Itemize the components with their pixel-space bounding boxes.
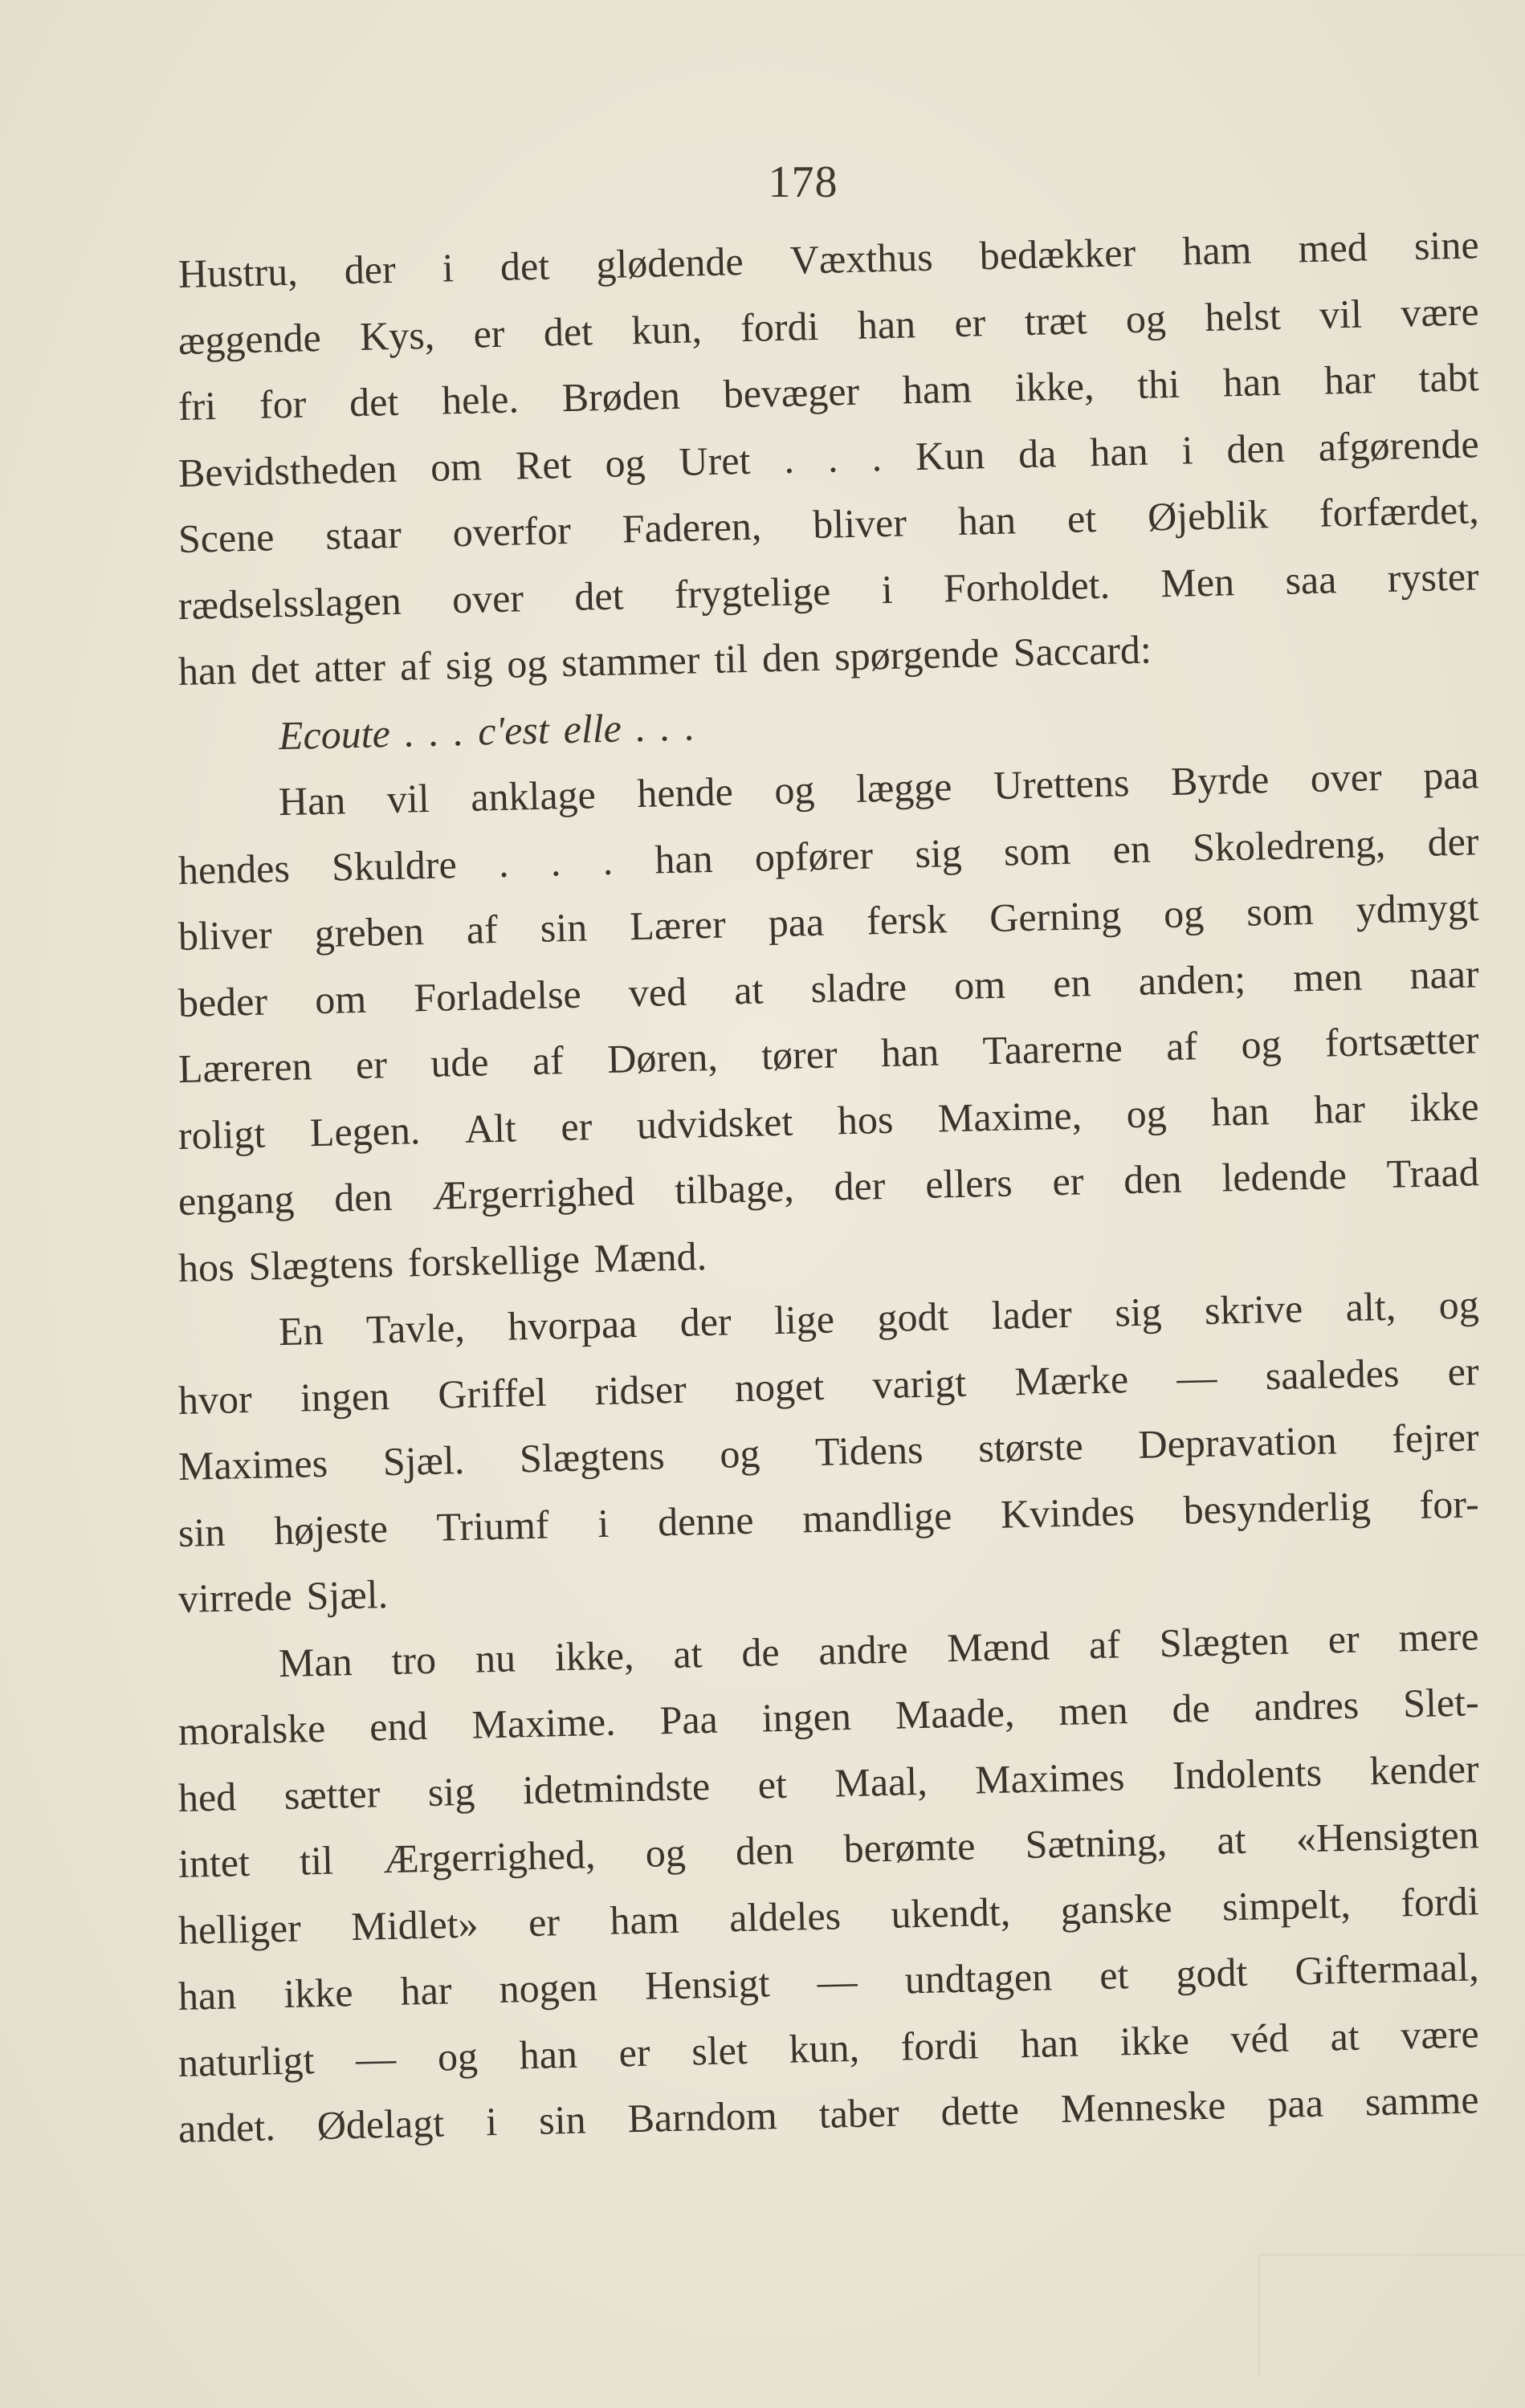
word: Paa [659, 1696, 719, 1743]
word: . [659, 703, 671, 749]
word: der [833, 1163, 887, 1209]
word: En [278, 1307, 324, 1355]
word: og [1163, 890, 1205, 937]
word: er [1327, 1616, 1360, 1662]
word: den [1225, 425, 1286, 471]
word: Giftermaal, [1294, 1944, 1480, 1994]
word: det [250, 646, 300, 692]
word: som [1246, 887, 1315, 935]
word: er [560, 1102, 593, 1149]
word: for [259, 381, 307, 427]
word: og [1125, 295, 1167, 341]
word: Man [278, 1638, 353, 1685]
word: fordi [740, 303, 820, 350]
word: Skuldre [331, 841, 458, 890]
word: han [880, 1029, 940, 1076]
word: Maal, [834, 1758, 928, 1805]
word: Maade, [895, 1689, 1015, 1738]
word: Hustru, [177, 248, 299, 296]
word: fordi [1400, 1877, 1480, 1925]
word: har [1323, 357, 1376, 403]
word: Mænd. [593, 1233, 707, 1281]
word: nogen [498, 1964, 598, 2011]
word: sætter [283, 1770, 381, 1818]
word: skrive [1204, 1285, 1303, 1333]
word: at [672, 1630, 703, 1677]
word: helliger [177, 1905, 302, 1953]
word: og [719, 1430, 760, 1477]
word: ellers [924, 1159, 1013, 1207]
word: intet [177, 1839, 251, 1886]
word: af [466, 906, 499, 952]
word: kun, [630, 305, 703, 352]
word: undtagen [904, 1954, 1053, 2003]
word: hvorpaa [507, 1301, 638, 1349]
word: Midlet» [350, 1901, 479, 1949]
word: Indolents [1172, 1749, 1323, 1798]
word: taber [818, 2089, 900, 2137]
word: — [816, 1958, 858, 2004]
word: om [953, 961, 1006, 1008]
word: paa [1266, 2080, 1324, 2127]
word: kender [1368, 1745, 1480, 1793]
word: Væxthus [789, 234, 934, 283]
word: han [177, 1972, 237, 2019]
word: Øjeblik [1147, 491, 1269, 540]
word: han [857, 300, 916, 348]
page-number: 178 [768, 157, 838, 207]
word: æggende [177, 314, 322, 363]
word: han [1222, 358, 1282, 405]
word: véd [1229, 2015, 1290, 2061]
word: Sætning, [1025, 1819, 1168, 1868]
word: har [399, 1967, 453, 2014]
word: er [355, 1041, 388, 1087]
word: af [1165, 1023, 1198, 1070]
word: helst [1204, 292, 1282, 340]
word: sladre [809, 963, 907, 1011]
paper-corner-mark [1258, 2254, 1525, 2376]
word: Forholdet. [943, 561, 1111, 610]
word: Legen. [309, 1106, 421, 1155]
word: opfører [754, 831, 874, 880]
word: end [369, 1702, 429, 1750]
word: være [1400, 2010, 1480, 2057]
word: tilbage, [674, 1164, 795, 1212]
word: vil [1319, 291, 1363, 337]
word: der [344, 246, 397, 293]
word: Depravation [1137, 1417, 1338, 1467]
word: Maximes [974, 1753, 1125, 1802]
word: det [543, 308, 593, 355]
word: Ærgerrighed, [382, 1831, 597, 1882]
word: . [601, 837, 614, 883]
word: fordi [900, 2021, 980, 2069]
word: Mærke [1013, 1355, 1129, 1404]
word: Gerning [989, 892, 1122, 941]
word: højeste [273, 1505, 389, 1553]
word: noget [734, 1363, 825, 1410]
word: alt, [1345, 1283, 1397, 1330]
word: Maximes [177, 1440, 328, 1489]
word: virrede [177, 1573, 293, 1621]
word: Bevidstheden [177, 445, 398, 495]
word: Barndom [626, 2092, 778, 2141]
word: ham [609, 1896, 680, 1943]
word: han [1020, 2019, 1079, 2066]
word: Tidens [814, 1426, 924, 1474]
word: c'est [477, 707, 550, 754]
word: idetmindste [522, 1762, 711, 1812]
word: Skoledreng, [1192, 820, 1386, 870]
word: anklage [470, 772, 597, 820]
word: Ret [515, 441, 573, 487]
word: det [573, 572, 625, 619]
word: er [528, 1898, 561, 1945]
word: et [1099, 1952, 1129, 1998]
word: Scene [177, 514, 275, 561]
word: og [1125, 1090, 1168, 1136]
word: og [506, 640, 548, 687]
word: men [1292, 953, 1363, 1000]
word: han [957, 497, 1017, 544]
word: mandlige [801, 1492, 952, 1541]
word: Sjæl. [305, 1571, 389, 1619]
word: . [871, 434, 883, 479]
word: slet [691, 2027, 748, 2073]
word: Triumf [435, 1501, 550, 1550]
word: hos [177, 1243, 235, 1290]
word: forskellige [407, 1236, 581, 1285]
word: lige [773, 1296, 835, 1343]
word: og [1437, 1281, 1480, 1328]
word: de [1171, 1685, 1211, 1731]
word: sig [427, 1768, 475, 1815]
word: en [1052, 959, 1092, 1005]
word: ingen [300, 1372, 390, 1420]
word: hed [177, 1773, 237, 1820]
word: af [1088, 1620, 1121, 1667]
word: . [635, 704, 646, 750]
word: ikke, [554, 1632, 635, 1679]
word: besynderlig [1182, 1482, 1372, 1533]
word: godt [1175, 1949, 1248, 1996]
word: til [299, 1837, 334, 1884]
word: forfærdet, [1319, 487, 1480, 536]
word: moralske [177, 1705, 326, 1754]
word: saaledes [1265, 1350, 1400, 1398]
word: nu [475, 1634, 516, 1681]
word: sin [177, 1509, 226, 1555]
word: hende [636, 768, 734, 817]
word: Urettens [993, 760, 1130, 808]
word: denne [657, 1497, 755, 1544]
word: aldeles [728, 1892, 842, 1940]
word: Traad [1386, 1149, 1480, 1196]
word: afgørende [1318, 420, 1480, 470]
word: af [532, 1037, 565, 1083]
word: det [349, 378, 399, 426]
word: tro [390, 1636, 437, 1683]
word: staar [324, 511, 402, 558]
word: naar [1409, 950, 1480, 997]
word: Hensigt [644, 1960, 771, 2008]
word: ham [902, 365, 972, 413]
word: er [472, 310, 506, 357]
word: i [442, 245, 455, 291]
word: samme [1364, 2076, 1480, 2125]
word: et [757, 1761, 788, 1807]
word: Kun [915, 431, 985, 479]
word: engang [177, 1175, 295, 1224]
word: er [1447, 1347, 1480, 1394]
word: ydmygt [1356, 884, 1480, 932]
word: ryster [1387, 552, 1480, 601]
word: ude [430, 1039, 490, 1086]
word: mere [1397, 1612, 1480, 1660]
word: om [430, 442, 483, 490]
word: og [773, 767, 815, 813]
word: Forladelse [413, 971, 582, 1020]
word: Maxime, [937, 1091, 1083, 1141]
word: beder [177, 977, 268, 1025]
word: thi [1136, 361, 1180, 407]
word: stammer [561, 637, 700, 686]
word: af [399, 642, 432, 689]
word: berømte [842, 1823, 976, 1872]
word: Læreren [177, 1043, 313, 1091]
word: fejrer [1391, 1414, 1480, 1461]
word: — [1176, 1354, 1218, 1400]
word: ridser [594, 1366, 687, 1413]
word: frygtelige [674, 568, 831, 617]
word: den [761, 634, 821, 681]
word: og [645, 1829, 687, 1876]
word: Taarerne [982, 1025, 1123, 1074]
word: sine [1413, 222, 1480, 269]
word: saa [1284, 556, 1337, 603]
word: kun, [788, 2024, 860, 2072]
word: ukendt, [890, 1888, 1011, 1937]
word: og [437, 2033, 479, 2080]
word: være [1400, 287, 1480, 335]
word: bevæger [723, 368, 860, 417]
word: lader [991, 1290, 1073, 1338]
word: varigt [871, 1359, 967, 1407]
word: sig [445, 642, 493, 688]
word: rædselsslagen [177, 577, 402, 628]
word: i [485, 2098, 498, 2145]
word: er [1051, 1158, 1084, 1204]
word: sin [538, 2096, 587, 2143]
word: hendes [177, 845, 291, 893]
word: atter [313, 644, 386, 691]
word: som [1003, 827, 1071, 874]
word: han [1210, 1087, 1270, 1135]
word: om [314, 976, 367, 1022]
word: Sjæl. [382, 1436, 465, 1485]
word: godt [876, 1294, 949, 1341]
word: greben [314, 908, 425, 956]
word: fortsætter [1324, 1017, 1480, 1065]
word: de [740, 1628, 781, 1675]
word: han [177, 647, 237, 694]
word: sig [1114, 1289, 1163, 1335]
word: . [827, 434, 839, 481]
word: han [654, 835, 714, 882]
word: og [1240, 1021, 1282, 1067]
word: tører [760, 1031, 838, 1078]
word: . [404, 709, 415, 756]
word: han [519, 2031, 578, 2077]
word: naturligt [177, 2036, 316, 2085]
word: udvidsket [636, 1098, 793, 1147]
word: vil [386, 775, 430, 822]
word: bliver [177, 911, 273, 959]
word: en [1111, 825, 1152, 872]
word: da [1017, 430, 1057, 476]
word: paa [768, 898, 825, 946]
word: den [333, 1173, 393, 1220]
word: ledende [1221, 1151, 1348, 1200]
word: Maxime. [471, 1698, 617, 1747]
word: tabt [1417, 354, 1480, 401]
word: der [679, 1298, 732, 1345]
word: Men [1160, 558, 1235, 605]
word: et [1066, 495, 1097, 541]
word: Slægten [1159, 1617, 1290, 1665]
word: Slet- [1402, 1679, 1480, 1726]
word: største [977, 1423, 1084, 1471]
word: . [550, 838, 561, 884]
word: Kvindes [1000, 1488, 1136, 1537]
word: ham [1181, 226, 1253, 274]
word: at [733, 966, 764, 1013]
word: . [453, 708, 464, 754]
word: Slægtens [519, 1432, 666, 1481]
word: i [881, 566, 894, 612]
word: Slægtens [247, 1240, 394, 1289]
word: hvor [177, 1375, 253, 1423]
word: over [1310, 753, 1383, 801]
word: at [1216, 1816, 1247, 1863]
word: den [1123, 1155, 1183, 1203]
word: træt [1024, 296, 1088, 344]
word: fersk [866, 896, 948, 943]
word: Ærgerrighed [431, 1168, 635, 1218]
word: . [783, 436, 795, 482]
word: paa [1422, 752, 1480, 798]
word: sig [914, 829, 963, 876]
word: spørgende [834, 630, 1000, 679]
word: hos [837, 1096, 894, 1143]
word: men [1058, 1687, 1129, 1734]
word: Faderen, [622, 503, 762, 552]
word: overfor [452, 507, 572, 556]
word: . [684, 703, 695, 749]
word: dette [940, 2087, 1020, 2134]
word: for- [1419, 1480, 1480, 1527]
word: andre [818, 1625, 909, 1673]
word: andres [1254, 1681, 1360, 1730]
word: Alt [464, 1104, 517, 1151]
word: ikke [283, 1970, 354, 2017]
word: Ødelagt [316, 2100, 445, 2149]
word: ikke, [1014, 363, 1095, 410]
word: bedækker [979, 229, 1136, 279]
word: Menneske [1060, 2082, 1226, 2132]
word: «Hensigten [1295, 1811, 1480, 1861]
word: ved [628, 968, 687, 1015]
word: Brøden [561, 372, 681, 421]
word: ingen [761, 1693, 852, 1741]
word: den [735, 1827, 794, 1874]
word: Han [278, 777, 346, 825]
word: hele. [441, 376, 520, 423]
word: Uret [678, 437, 751, 484]
word: Byrde [1170, 756, 1270, 804]
word: ikke [1119, 2016, 1190, 2064]
word: elle [563, 704, 622, 752]
word: sin [540, 904, 588, 951]
word: ikke [1409, 1082, 1480, 1130]
body-text [177, 222, 1480, 2162]
word: Døren, [606, 1033, 719, 1082]
word: Saccard: [1013, 626, 1152, 675]
word: Ecoute [278, 710, 391, 758]
word: det [499, 242, 550, 289]
word: bliver [812, 499, 907, 548]
word: og [604, 439, 646, 486]
word: Tavle, [365, 1304, 466, 1352]
word: . [428, 709, 440, 755]
word: — [355, 2035, 397, 2081]
word: fri [177, 382, 217, 429]
word: Griffel [437, 1369, 548, 1417]
word: i [597, 1500, 610, 1546]
word: han [1089, 428, 1149, 475]
word: Kys, [359, 312, 435, 359]
word: til [713, 635, 748, 682]
word: over [451, 574, 524, 621]
word: med [1298, 224, 1368, 271]
word: der [1426, 817, 1480, 865]
word: er [618, 2029, 651, 2076]
word: ganske [1060, 1884, 1173, 1933]
word: har [1313, 1085, 1366, 1132]
word: roligt [177, 1110, 266, 1158]
word: Lærer [629, 901, 727, 949]
word: i [1180, 426, 1194, 473]
word: glødende [595, 238, 744, 287]
word: lægge [855, 764, 952, 811]
word: er [953, 299, 986, 345]
word: simpelt, [1221, 1880, 1352, 1929]
word: andet. [177, 2104, 276, 2151]
word: at [1329, 2013, 1360, 2059]
word: anden; [1138, 955, 1246, 1004]
word: Mænd [946, 1622, 1050, 1670]
word: . [498, 840, 510, 886]
